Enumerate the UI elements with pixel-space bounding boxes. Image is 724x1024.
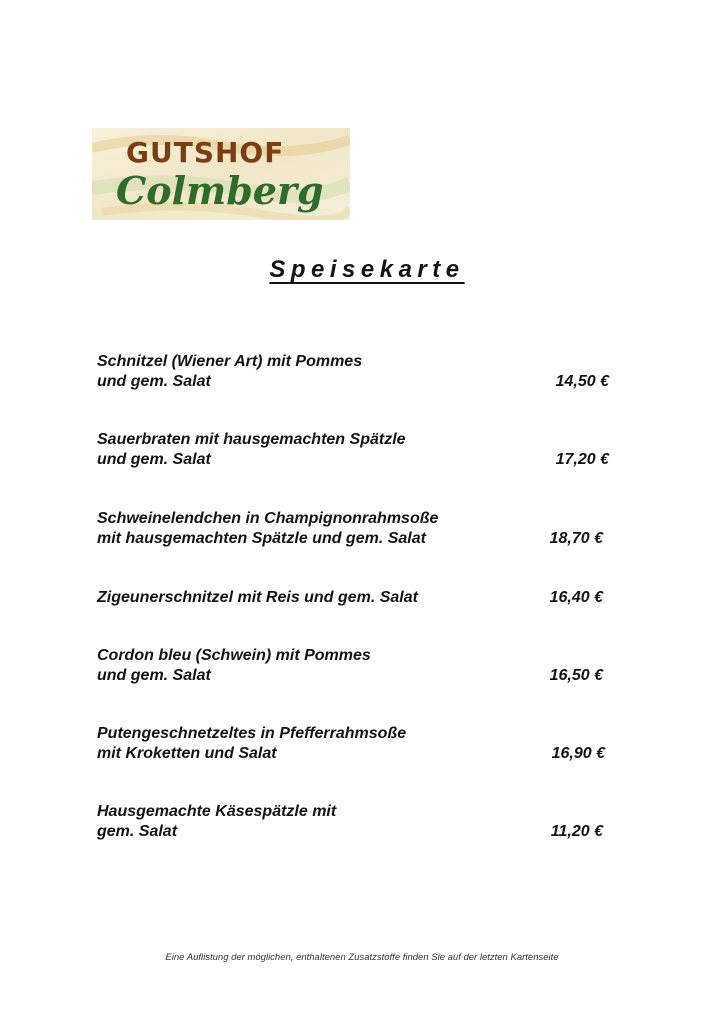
gutshof-colmberg-logo [92, 128, 350, 220]
menu-item-line2: mit Kroketten und Salat [97, 745, 277, 762]
logo-gutshof-text: GUTSHOF [126, 136, 285, 169]
menu-item-line1: Sauerbraten mit hausgemachten Spätzle [97, 431, 406, 448]
menu-item [97, 724, 617, 764]
menu-item-price: 16,90 € [551, 745, 605, 762]
page-title: Speisekarte [269, 256, 465, 283]
menu-item [97, 509, 617, 549]
menu-item-price: 16,40 € [549, 589, 603, 606]
menu-item [97, 352, 617, 392]
menu-item [97, 646, 617, 686]
menu-item-line2: und gem. Salat [97, 373, 211, 390]
menu-item-line1: Cordon bleu (Schwein) mit Pommes [97, 647, 371, 664]
menu-item [97, 588, 617, 608]
menu-item-line2: und gem. Salat [97, 667, 211, 684]
menu-item-line2: gem. Salat [97, 823, 178, 840]
menu-item-line1: Schnitzel (Wiener Art) mit Pommes [97, 353, 363, 370]
menu-item-line1: Hausgemachte Käsespätzle mit [97, 803, 337, 820]
menu-item-line1: Putengeschnetzeltes in Pfefferrahmsoße [97, 725, 407, 742]
menu-item-line1: Schweinelendchen in Champignonrahmsoße [97, 510, 439, 527]
menu-item-price: 14,50 € [555, 373, 609, 390]
menu-item-price: 18,70 € [549, 530, 603, 547]
footer-note: Eine Auflistung der möglichen, enthaltenen Zusatzstoffe finden Sie auf der letzten Kartenseite [165, 952, 559, 963]
menu-item-price: 17,20 € [555, 451, 609, 468]
menu-item-line2: und gem. Salat [97, 451, 211, 468]
menu-item-price: 11,20 € [550, 823, 603, 840]
menu-item-line1: Zigeunerschnitzel mit Reis und gem. Salat [97, 589, 418, 606]
menu-item [97, 802, 617, 842]
menu-item-price: 16,50 € [549, 667, 603, 684]
menu-item-line2: mit hausgemachten Spätzle und gem. Salat [97, 530, 426, 547]
logo-colmberg-text: Colmberg [116, 168, 324, 213]
menu-item [97, 430, 617, 470]
